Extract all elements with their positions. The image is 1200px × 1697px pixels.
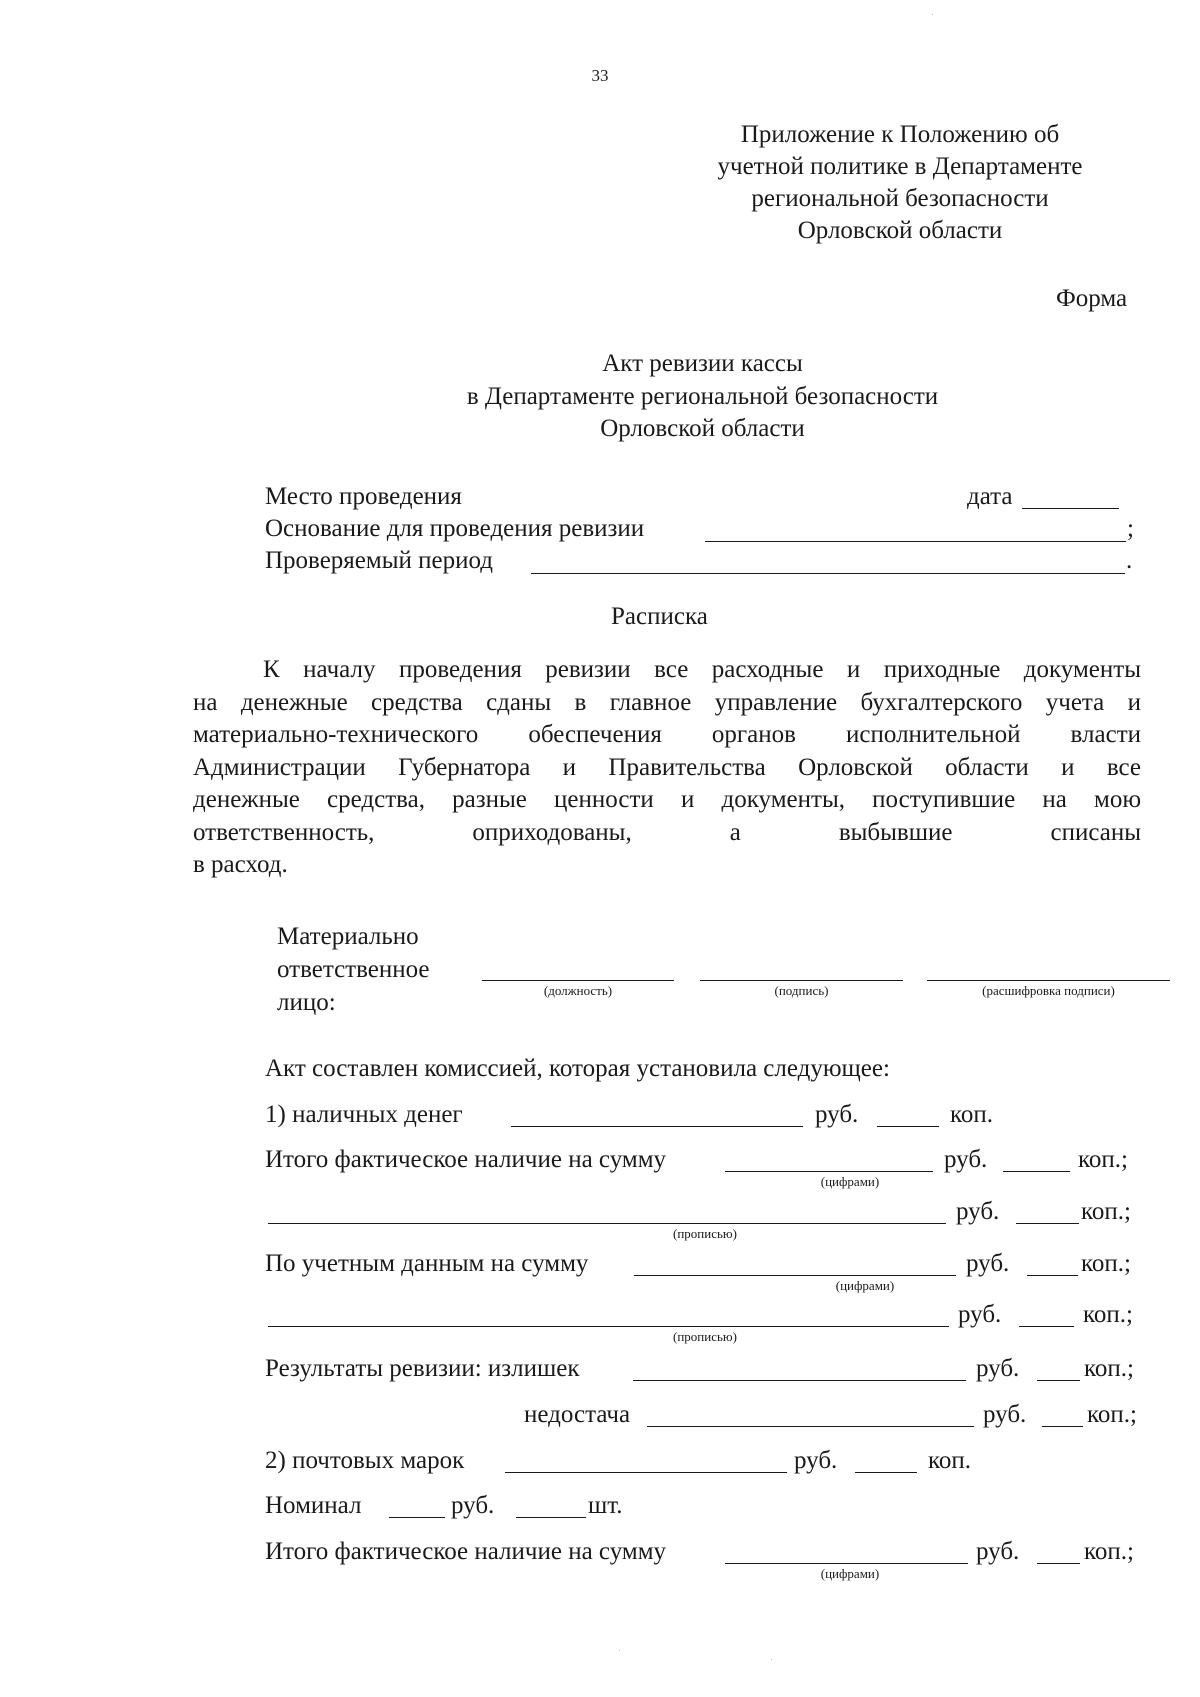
appendix-line-4: Орловской области — [797, 217, 1003, 244]
by-records-words-rub: руб. — [958, 1301, 1002, 1328]
position-field-line[interactable] — [482, 980, 674, 981]
receipt-line-1: К началу проведения ревизии все расходные и приходные документы — [263, 656, 1141, 683]
total-words-kop-line[interactable] — [1016, 1223, 1079, 1224]
caption-position: (должность) — [543, 983, 613, 998]
surplus-amount-line[interactable] — [633, 1380, 966, 1381]
date-field-line[interactable] — [1022, 508, 1119, 509]
title-line-3: Орловской области — [600, 415, 805, 442]
nominal-amount-line[interactable] — [389, 1517, 445, 1518]
basis-end: ; — [1127, 515, 1134, 542]
total-fact-words-line[interactable] — [268, 1223, 946, 1224]
caption-digits-3: (цифрами) — [820, 1566, 880, 1581]
stamps-kop-line[interactable] — [855, 1472, 917, 1473]
place-label: Место проведения — [265, 483, 462, 510]
appendix-line-1: Приложение к Положению об — [740, 121, 1060, 148]
cash-amount-line[interactable] — [511, 1126, 803, 1127]
period-end: . — [1126, 547, 1133, 574]
total-fact-stamps-kop: коп.; — [1084, 1538, 1134, 1565]
scan-speck — [932, 14, 933, 15]
shortage-kop: коп.; — [1087, 1401, 1137, 1428]
receipt-paragraph — [193, 654, 1141, 882]
cash-rub: руб. — [815, 1101, 859, 1128]
surplus-kop-line[interactable] — [1037, 1380, 1080, 1381]
total-fact-stamps-rub: руб. — [976, 1538, 1020, 1565]
decode-field-line[interactable] — [927, 980, 1170, 981]
surplus-kop: коп.; — [1084, 1355, 1134, 1382]
surplus-rub: руб. — [976, 1355, 1020, 1382]
by-records-words-kop-line[interactable] — [1019, 1326, 1074, 1327]
responsible-line-2: ответственное — [277, 956, 430, 983]
by-records-digits-line[interactable] — [634, 1275, 956, 1276]
shortage-amount-line[interactable] — [647, 1426, 974, 1427]
title-line-1: Акт ревизии кассы — [602, 350, 803, 377]
receipt-line-3: материально-технического обеспечения органов исполнительной власти — [193, 721, 1141, 748]
nominal-pcs: шт. — [588, 1492, 623, 1519]
receipt-line-2: на денежные средства сданы в главное управление бухгалтерского учета и — [193, 688, 1141, 716]
cash-kop-line[interactable] — [877, 1126, 939, 1127]
receipt-line-7: в расход. — [193, 851, 288, 878]
period-field-line[interactable] — [531, 573, 1125, 574]
cash-label: 1) наличных денег — [265, 1101, 463, 1128]
scan-speck — [619, 1650, 620, 1651]
caption-words-2: (прописью) — [673, 1329, 737, 1344]
appendix-line-3: региональной безопасности — [751, 185, 1049, 212]
receipt-line-5: денежные средства, разные ценности и документы, поступившие на мою — [193, 786, 1141, 813]
receipt-title: Расписка — [611, 603, 708, 630]
appendix-line-2: учетной политике в Департаменте — [717, 153, 1083, 180]
caption-digits-2: (цифрами) — [835, 1278, 895, 1293]
receipt-line-4: Администрации Губернатора и Правительства Орловской области и все — [193, 753, 1141, 781]
total-fact-digits-line[interactable] — [725, 1171, 933, 1172]
shortage-kop-line[interactable] — [1042, 1426, 1083, 1427]
stamps-kop: коп. — [928, 1447, 972, 1474]
by-records-kop-line[interactable] — [1027, 1275, 1078, 1276]
total-fact-kop-line[interactable] — [1003, 1171, 1070, 1172]
total-fact-stamps-label: Итого фактическое наличие на сумму — [265, 1538, 667, 1565]
caption-signature: (подпись) — [774, 983, 829, 998]
by-records-rub: руб. — [966, 1250, 1010, 1277]
caption-words-1: (прописью) — [673, 1226, 737, 1241]
by-records-kop: коп.; — [1081, 1250, 1131, 1277]
act-intro: Акт составлен комиссией, которая установила следующее: — [265, 1055, 890, 1082]
receipt-line-6: ответственность, оприходованы, а выбывшие списаны — [193, 818, 1141, 846]
page-number: 33 — [591, 66, 609, 85]
by-records-words-kop: коп.; — [1083, 1301, 1133, 1328]
basis-label: Основание для проведения ревизии — [265, 515, 645, 542]
responsible-line-3: лицо: — [277, 989, 336, 1016]
form-label: Форма — [1056, 285, 1128, 312]
total-fact-stamps-kop-line[interactable] — [1037, 1563, 1080, 1564]
stamps-rub: руб. — [794, 1447, 838, 1474]
stamps-amount-line[interactable] — [505, 1472, 787, 1473]
nominal-pcs-line[interactable] — [516, 1517, 586, 1518]
caption-digits-1: (цифрами) — [820, 1174, 880, 1189]
signature-field-line[interactable] — [700, 980, 903, 981]
total-fact-rub: руб. — [944, 1146, 988, 1173]
by-records-label: По учетным данным на сумму — [265, 1250, 589, 1277]
stamps-label: 2) почтовых марок — [265, 1447, 465, 1474]
total-words-kop: коп.; — [1081, 1198, 1131, 1225]
by-records-words-line[interactable] — [268, 1326, 949, 1327]
total-fact-stamps-line[interactable] — [725, 1563, 968, 1564]
scan-speck — [771, 1659, 772, 1660]
nominal-label: Номинал — [265, 1492, 362, 1519]
total-fact-kop: коп.; — [1078, 1146, 1128, 1173]
total-fact-label: Итого фактическое наличие на сумму — [265, 1146, 667, 1173]
cash-kop: коп. — [950, 1101, 994, 1128]
basis-field-line[interactable] — [705, 541, 1126, 542]
total-words-rub: руб. — [956, 1198, 1000, 1225]
responsible-line-1: Материально — [277, 923, 419, 950]
caption-decode: (расшифровка подписи) — [982, 983, 1115, 998]
nominal-rub: руб. — [451, 1492, 495, 1519]
shortage-rub: руб. — [983, 1401, 1027, 1428]
results-surplus-label: Результаты ревизии: излишек — [265, 1355, 580, 1382]
period-label: Проверяемый период — [265, 547, 494, 574]
date-label: дата — [967, 483, 1013, 510]
title-line-2: в Департаменте региональной безопасности — [466, 383, 939, 410]
shortage-label: недостача — [524, 1401, 631, 1428]
